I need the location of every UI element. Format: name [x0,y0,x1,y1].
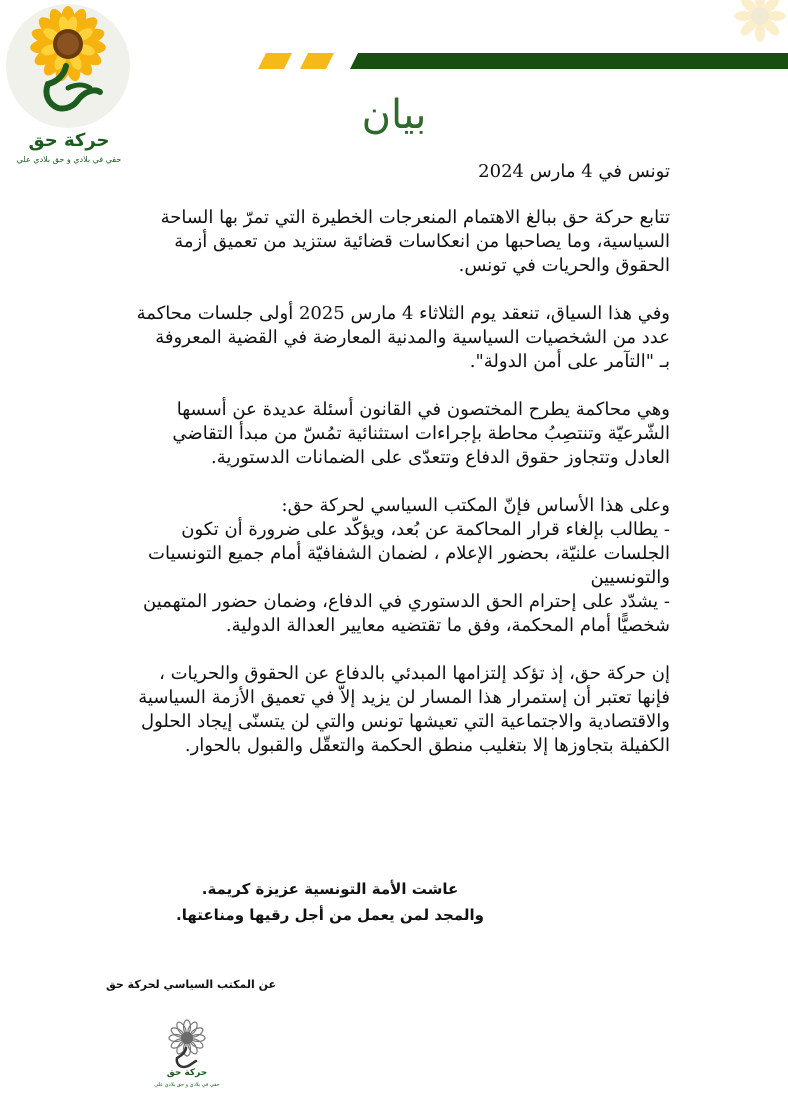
text-line: وهي محاكمة يطرح المختصون في القانون أسئلة عديدة عن أسسها [176,399,670,420]
text-line: العادل وتتجاوز حقوق الدفاع وتتعدّى على الضمانات الدستورية. [211,447,670,468]
text-line: والاقتصادية والاجتماعية التي تعيشها تونس والتي لن يتسنّى إيجاد الحلول [141,711,670,732]
text-line: الكفيلة بتجاوزها إلا بتغليب منطق الحكمة والتعقّل والقبول بالحوار. [184,735,670,756]
text-line: الجلسات علنيّة، بحضور الإعلام ، لضمان الشفافيّة أمام جميع التونسيات [148,543,670,564]
text-line: والتونسيين [590,567,670,588]
stripe-green [350,53,788,69]
paragraph-4 [110,494,670,638]
text-line: عدد من الشخصيات السياسية والمدنية المعارضة في القضية المعروفة [155,327,670,348]
closing-line-1: عاشت الأمة التونسية عزيزة كريمة. [201,880,459,898]
paragraph-3 [110,398,670,470]
signature: عن المكتب السياسي لحركة حق [105,978,276,991]
document-body [110,160,670,782]
closing-statement [110,876,670,928]
text-line: الشّرعيّة وتنتصِبُ محاطة بإجراءات استثنائية تمُسّ من مبدأ التقاضي [172,423,670,444]
footer-sunflower-icon [162,1018,212,1090]
document-date: تونس في 4 مارس 2024 [478,161,670,182]
text-line: وفي هذا السياق، تنعقد يوم الثلاثاء 4 مارس 2025 أولى جلسات محاكمة [136,303,670,324]
text-line: تتابع حركة حق ببالغ الاهتمام المنعرجات الخطيرة التي تمرّ بها الساحة [160,207,670,228]
text-line: الحقوق والحريات في تونس. [458,255,670,276]
header-stripes [0,0,788,72]
closing-line-2: والمجد لمن يعمل من أجل رقيها ومناعتها. [176,906,484,924]
text-line: إن حركة حق، إذ تؤكد إلتزامها المبدئي بالدفاع عن الحقوق والحريات ، [159,663,670,684]
stripe-yellow-1 [258,53,292,69]
text-line: فإنها تعتبر أن إستمرار هذا المسار لن يزيد إلاّ في تعميق الأزمة السياسية [138,687,670,708]
text-line: بـ "التآمر على أمن الدولة". [469,351,670,372]
text-line: شخصيًّا أمام المحكمة، وفق ما تقتضيه معايير العدالة الدولية. [225,615,670,636]
footer-logo-slogan: حقي في بلادي و حق بلادي علي [154,1082,220,1088]
corner-flower-icon [728,0,788,42]
text-line: - يشدّد على إحترام الحق الدستوري في الدفاع، وضمان حضور المتهمين [143,591,670,612]
paragraph-5 [110,662,670,758]
text-line: وعلى هذا الأساس فإنّ المكتب السياسي لحركة حق: [281,495,670,516]
text-line: السياسية، وما يصاحبها من انعكاسات قضائية ستزيد من تعميق أزمة [174,231,670,252]
logo-slogan: حقي في بلادي و حق بلادي علي [16,155,122,164]
stripe-yellow-2 [300,53,334,69]
document-title: بيان [361,92,427,138]
text-line: - يطالب بإلغاء قرار المحاكمة عن بُعد، ويؤكّد على ضرورة أن تكون [181,519,670,540]
paragraph-2 [110,302,670,374]
paragraph-1 [110,206,670,278]
logo-name: حركة حق [28,130,110,151]
footer-logo-name: حركة حق [166,1068,208,1078]
